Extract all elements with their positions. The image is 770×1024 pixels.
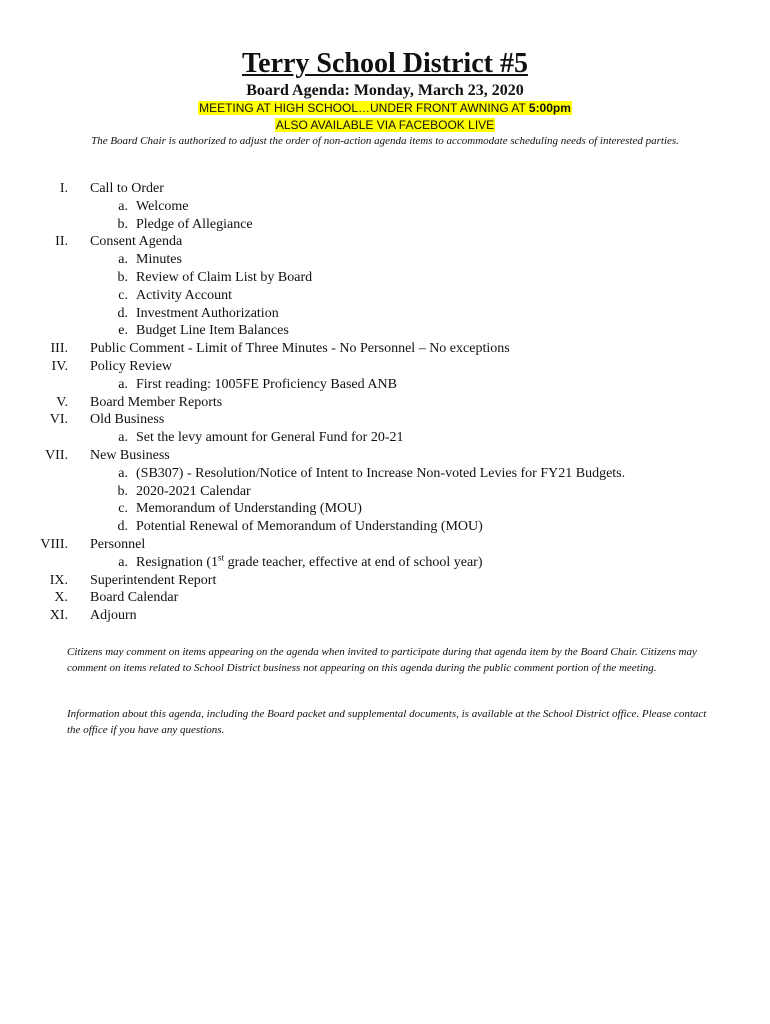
agenda-subitem-letter: a. [118,198,128,214]
agenda-item [0,411,770,429]
agenda-subitem-text: Potential Renewal of Memorandum of Understanding (MOU) [136,519,483,535]
agenda-subitem-letter: a. [118,252,128,268]
agenda-subitem-letter: b. [117,216,128,232]
agenda-subitem [0,305,770,323]
agenda-subitem-text: Budget Line Item Balances [136,323,289,339]
agenda-item-number: IV. [51,359,68,374]
agenda-subitem-text: Welcome [136,198,189,214]
agenda-item-number: VI. [49,412,68,428]
agenda-item [0,394,770,412]
agenda-subitem [0,251,770,269]
meeting-location-line [0,101,770,115]
agenda-item-label: Public Comment - Limit of Three Minutes - No Personnel – No exceptions [90,341,510,357]
agenda-subitem-text-start: Resignation (1 [136,554,219,570]
page-title: Terry School District #5 [242,48,528,79]
agenda-item-number: X. [54,590,68,606]
agenda-item-label: Board Member Reports [90,394,223,410]
facebook-live-line [0,118,770,132]
agenda-subitem-text: (SB307) - Resolution/Notice of Intent to Increase Non-voted Levies for FY21 Budgets. [136,465,626,481]
agenda-item-number: XI. [49,608,68,624]
agenda-item-label: Superintendent Report [90,572,217,588]
facebook-live-text: ALSO AVAILABLE VIA FACEBOOK LIVE [275,118,495,132]
agenda-subitem [0,198,770,216]
meeting-time: 5:00pm [528,101,571,115]
citizens-comment-note: Citizens may comment on items appearing on the agenda when invited to participate during that agenda item by the Board Chair. Citizens may comment on items related to School District business not appearing on this agenda during the public comment portion of the meeting. [67,646,697,674]
agenda-subitem-text: 2020-2021 Calendar [136,483,251,499]
agenda-subitem-text: Review of Claim List by Board [136,270,313,285]
agenda-item-label: Old Business [90,412,165,428]
agenda-item-label: Call to Order [90,181,164,196]
agenda-subitem-text-end: grade teacher, effective at end of school year) [224,554,483,570]
agenda-item-number: II. [55,234,68,250]
agenda-subitem-text: Memorandum of Understanding (MOU) [136,501,362,517]
agenda-subitem [0,500,770,518]
agenda-subitem [0,554,770,572]
meeting-location-text: MEETING AT HIGH SCHOOL…UNDER FRONT AWNING AT [199,101,529,115]
agenda-item-label: Adjourn [90,608,137,624]
ordinal-suffix: st [218,552,225,563]
agenda-item-label: Consent Agenda [90,234,183,250]
agenda-subitem-letter: d. [117,519,128,535]
agenda-subitem-text: Set the levy amount for General Fund for 20-21 [136,430,404,446]
agenda-subitem-letter: a. [118,554,128,570]
agenda-subitem-letter: a. [118,430,128,446]
agenda-item [0,607,770,625]
agenda-subitem [0,322,770,340]
agenda-subitem-letter: b. [117,483,128,499]
agenda-item [0,536,770,554]
agenda-subitem-text [136,554,483,572]
agenda-subitem-letter: e. [118,323,128,339]
agenda-subitem-text: Pledge of Allegiance [136,216,253,232]
agenda-item-label: New Business [90,448,170,463]
agenda-subitem [0,287,770,305]
agenda-item [0,447,770,465]
agenda-item [0,180,770,198]
agenda-item-number: V. [56,394,68,410]
agenda-subitem-letter: b. [117,270,128,285]
agenda-info-note: Information about this agenda, including the Board packet and supplemental documents, is available at the School District office. Please contact the office if you have any questions. [67,708,707,736]
agenda-item-number: VII. [45,448,68,463]
agenda-subitem [0,518,770,536]
agenda-item [0,340,770,358]
agenda-subitem-text: Minutes [136,252,182,268]
agenda-subitem [0,429,770,447]
agenda-subitem-letter: d. [117,305,128,321]
agenda-item [0,233,770,251]
agenda-item [0,572,770,590]
agenda-subitem-letter: a. [118,376,128,392]
agenda-item-label: Personnel [90,537,146,552]
agenda-item [0,358,770,376]
agenda-subitem [0,376,770,394]
agenda-item-number: IX. [49,572,68,588]
agenda-subitem-text: Investment Authorization [136,305,279,321]
agenda-item [0,589,770,607]
agenda-subitem [0,269,770,287]
agenda-item-label: Board Calendar [90,590,179,606]
agenda-item-number: I. [59,181,68,196]
agenda-subitem-letter: c. [118,501,128,517]
agenda-item-number: VIII. [40,537,68,552]
agenda-item-label: Policy Review [90,359,173,374]
page-subtitle: Board Agenda: Monday, March 23, 2020 [246,82,524,99]
agenda-subitem-letter: a. [118,465,128,481]
agenda-subitem-letter: c. [118,287,128,303]
agenda-subitem-text: Activity Account [136,287,233,303]
agenda-subitem [0,216,770,234]
agenda-subitem [0,465,770,483]
agenda-item-number: III. [50,341,68,357]
agenda-subitem-text: First reading: 1005FE Proficiency Based ANB [136,376,397,392]
chair-note: The Board Chair is authorized to adjust the order of non-action agenda items to accommodate scheduling needs of interested parties. [91,135,679,147]
agenda-subitem [0,483,770,501]
